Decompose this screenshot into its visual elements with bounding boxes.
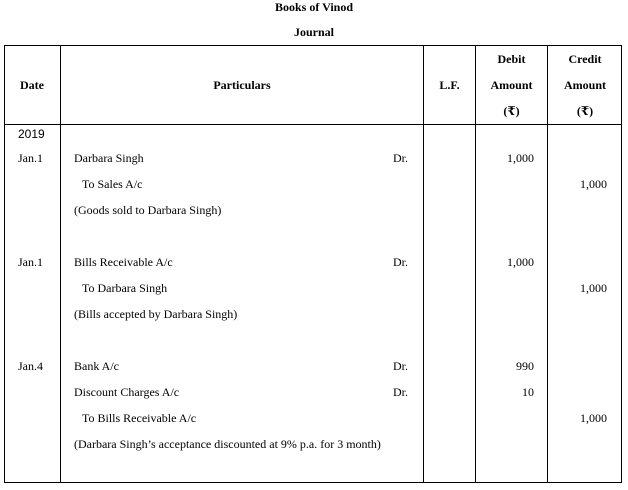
entry-date: Jan.1 xyxy=(18,255,43,269)
debit-amount: 990 xyxy=(516,359,534,373)
book-title: Books of Vinod xyxy=(274,0,354,14)
debit-header-line: (₹) xyxy=(503,104,520,118)
credit-account: To Sales A/c xyxy=(82,177,143,191)
credit-amount: 1,000 xyxy=(580,177,607,191)
column-header-lf: L.F. xyxy=(439,78,460,92)
credit-amount: 1,000 xyxy=(580,281,607,295)
credit-account: To Darbara Singh xyxy=(82,281,168,295)
debit-amount: 1,000 xyxy=(507,151,534,165)
debit-account: Discount Charges A/c xyxy=(74,385,180,399)
credit-header-line: Credit xyxy=(568,52,602,66)
document-title: Journal xyxy=(293,25,334,39)
header-divider xyxy=(4,124,622,125)
debit-amount: 10 xyxy=(522,385,534,399)
entry-date: Jan.1 xyxy=(18,151,43,165)
dr-marker: Dr. xyxy=(393,385,408,399)
credit-header-line: Amount xyxy=(563,78,606,92)
narration: (Goods sold to Darbara Singh) xyxy=(74,203,222,217)
debit-amount: 1,000 xyxy=(507,255,534,269)
narration: (Bills accepted by Darbara Singh) xyxy=(74,307,238,321)
debit-account: Darbara Singh xyxy=(74,151,144,165)
credit-amount: 1,000 xyxy=(580,411,607,425)
entry-date: Jan.4 xyxy=(18,359,43,373)
debit-account: Bank A/c xyxy=(74,359,119,373)
debit-header-line: Amount xyxy=(490,78,533,92)
debit-account: Bills Receivable A/c xyxy=(74,255,173,269)
narration: (Darbara Singh’s acceptance discounted at 9% p.a. for 3 month) xyxy=(74,437,381,451)
credit-account: To Bills Receivable A/c xyxy=(82,411,197,425)
year-label: 2019 xyxy=(18,127,45,141)
column-header-particulars: Particulars xyxy=(213,78,271,92)
dr-marker: Dr. xyxy=(393,359,408,373)
column-divider xyxy=(423,45,424,483)
column-header-date: Date xyxy=(20,78,44,92)
dr-marker: Dr. xyxy=(393,151,408,165)
debit-header-line: Debit xyxy=(497,52,526,66)
dr-marker: Dr. xyxy=(393,255,408,269)
credit-header-line: (₹) xyxy=(576,104,594,118)
column-divider xyxy=(60,45,61,483)
